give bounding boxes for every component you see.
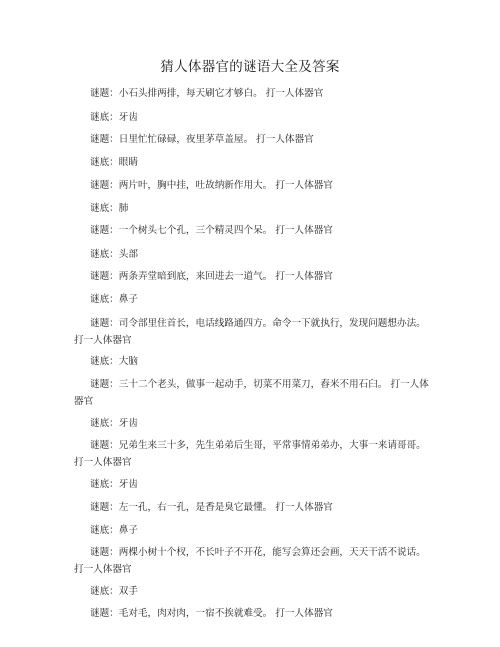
riddle-answer: 谜底：鼻子 bbox=[90, 525, 138, 536]
riddle-question: 谜题：两棵小树十个杈，不长叶子不开花，能写会算还会画，天天干活不说话。 打一人体器官 bbox=[74, 547, 426, 575]
riddle-question: 谜题：毛对毛，肉对肉，一宿不挨就难受。 打一人体器官 bbox=[90, 608, 333, 619]
riddle-answer: 谜底：牙齿 bbox=[90, 479, 138, 490]
riddle-question: 谜题：一个树头七个孔，三个精灵四个呆。 打一人体器官 bbox=[90, 225, 333, 236]
riddle-question: 谜题：两条弄堂暗到底，来回进去一道气。 打一人体器官 bbox=[90, 271, 333, 282]
riddle-question: 谜题：左一孔，右一孔，是香是臭它最懂。 打一人体器官 bbox=[90, 502, 333, 513]
riddle-answer: 谜底：牙齿 bbox=[90, 112, 138, 123]
riddle-answer: 谜底：头部 bbox=[90, 249, 138, 260]
riddle-question: 谜题：日里忙忙碌碌，夜里茅草盖屋。 打一人体器官 bbox=[90, 134, 314, 145]
riddle-question: 谜题：司令部里住首长，电话线路通四方。命令一下就执行，发现问题想办法。 打一人体器官 bbox=[74, 318, 426, 346]
riddle-question: 谜题：小石头排两排，每天刷它才够白。 打一人体器官 bbox=[90, 88, 324, 99]
riddle-answer: 谜底：肺 bbox=[90, 203, 129, 214]
page-title: 猜人体器官的谜语大全及答案 bbox=[160, 59, 340, 75]
riddle-question: 谜题：三十二个老头，做事一起动手，切菜不用菜刀，舂米不用石臼。 打一人体器官 bbox=[74, 379, 429, 407]
riddle-answer: 谜底：双手 bbox=[90, 586, 138, 597]
riddle-answer: 谜底：鼻子 bbox=[90, 294, 138, 305]
riddle-answer: 谜底：眼睛 bbox=[90, 157, 138, 168]
riddle-question: 谜题：兄弟生来三十多，先生弟弟后生哥，平常事情弟弟办，大事一来请哥哥。 打一人体器官 bbox=[74, 440, 426, 468]
riddle-question: 谜题：两片叶，胸中挂，吐故纳新作用大。 打一人体器官 bbox=[90, 180, 333, 191]
riddle-answer: 谜底：大脑 bbox=[90, 356, 138, 367]
riddle-answer: 谜底：牙齿 bbox=[90, 418, 138, 429]
